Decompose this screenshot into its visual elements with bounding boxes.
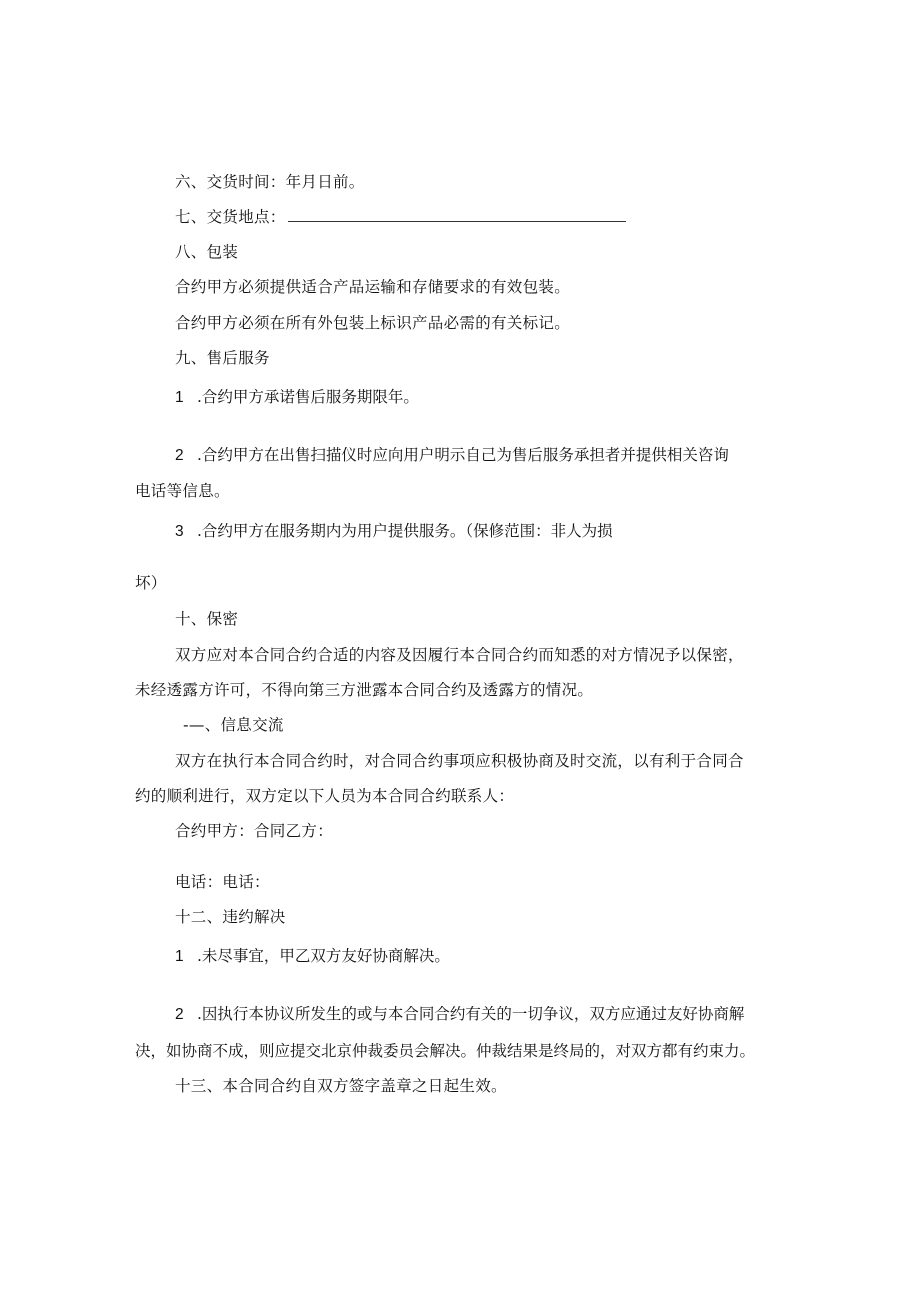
effective-clause: 十三、本合同合约自双方签字盖章之日起生效。 (175, 1077, 507, 1095)
item-number: 2 (175, 1006, 184, 1023)
dispute-heading: 十二、违约解决 (175, 908, 286, 926)
item-text: .合约甲方在服务期内为用户提供服务。（保修范围：非人为损 (197, 522, 613, 540)
after-sales-item-1 (175, 387, 419, 408)
clause-delivery-place (175, 207, 626, 227)
packaging-line-2: 合约甲方必须在所有外包装上标识产品必需的有关标记。 (175, 314, 571, 332)
confidential-text-2: 未经透露方许可，不得向第三方泄露本合同合约及透露方的情况。 (135, 681, 594, 699)
after-sales-item-2-cont: 电话等信息。 (135, 482, 230, 500)
item-number: 2 (175, 447, 184, 464)
item-number: 1 (175, 389, 184, 406)
confidential-text-1: 双方应对本合同合约合适的内容及因履行本合同合约而知悉的对方情况予以保密， (175, 646, 744, 664)
item-text: .因执行本协议所发生的或与本合同合约有关的一切争议，双方应通过友好协商解 (197, 1005, 745, 1023)
contact-parties: 合约甲方：合同乙方： (175, 822, 334, 840)
item-text: .未尽事宜，甲乙双方友好协商解决。 (197, 947, 450, 965)
info-text-1: 双方在执行本合同合约时，对合同合约事项应积极协商及时交流，以有利于合同合 (175, 752, 744, 770)
item-number: 1 (175, 948, 184, 965)
info-heading: -—、信息交流 (183, 716, 284, 734)
after-sales-item-2 (175, 445, 729, 466)
info-text-2: 约的顺利进行，双方定以下人员为本合同合约联系人： (135, 787, 515, 805)
contact-phones: 电话：电话： (175, 873, 270, 891)
dispute-item-1 (175, 946, 450, 967)
item-text: .合约甲方承诺售后服务期限年。 (197, 388, 419, 406)
packaging-heading: 八、包装 (175, 243, 239, 261)
after-sales-item-3 (175, 521, 613, 542)
item-number: 3 (175, 523, 184, 540)
dispute-item-2 (175, 1004, 744, 1025)
confidential-heading: 十、保密 (175, 610, 239, 628)
after-sales-heading: 九、售后服务 (175, 349, 270, 367)
delivery-place-blank (288, 207, 626, 222)
delivery-place-label: 七、交货地点： (175, 208, 286, 226)
item-text: .合约甲方在出售扫描仪时应向用户明示自己为售后服务承担者并提供相关咨询 (197, 446, 729, 464)
packaging-line-1: 合约甲方必须提供适合产品运输和存储要求的有效包装。 (175, 278, 571, 296)
after-sales-item-3-cont: 坏） (135, 574, 167, 592)
dispute-item-2-cont: 决，如协商不成，则应提交北京仲裁委员会解决。仲裁结果是终局的，对双方都有约束力。 (135, 1042, 756, 1060)
clause-delivery-time: 六、交货时间：年月日前。 (175, 173, 365, 191)
